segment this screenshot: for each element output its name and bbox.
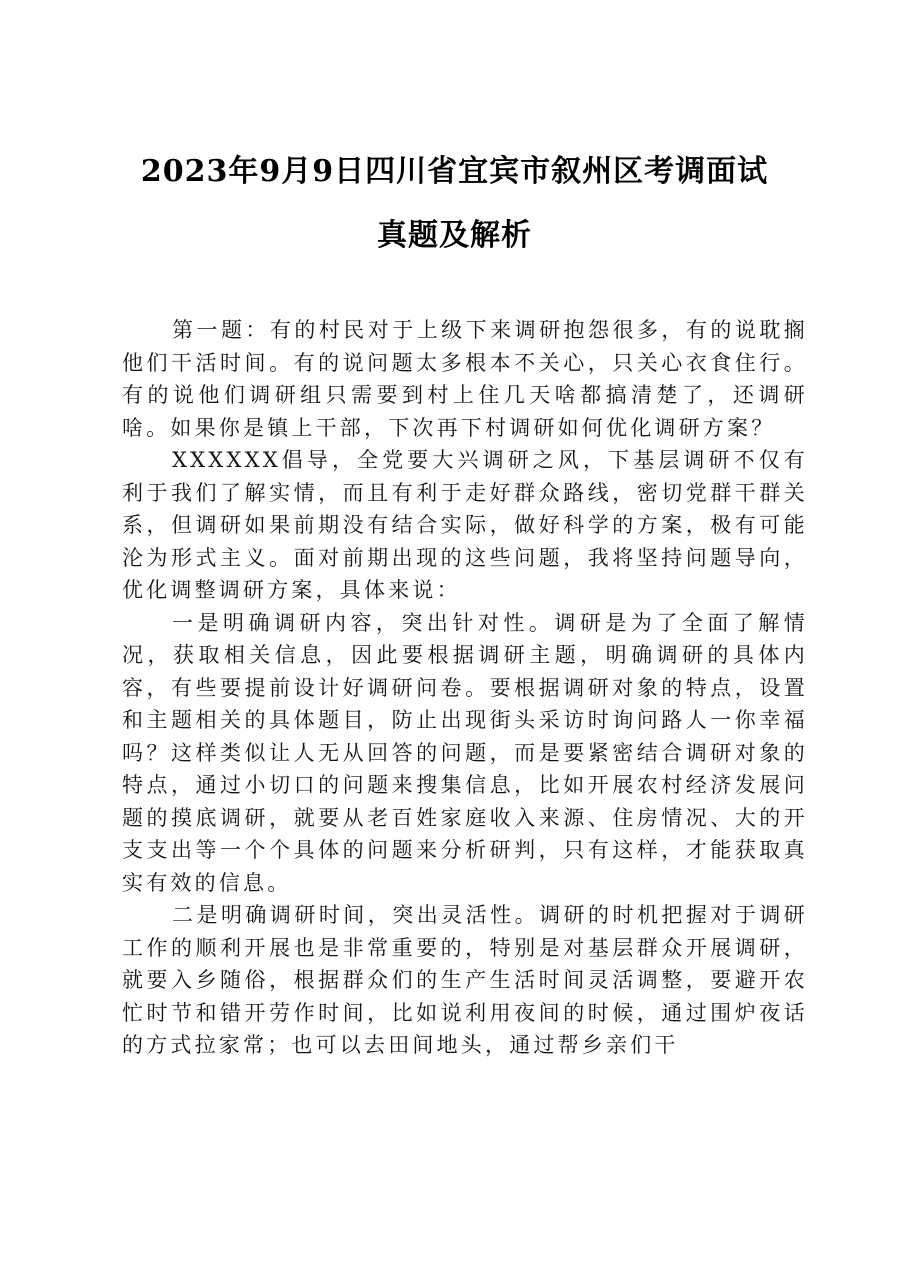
title-line-1: 2023年9月9日四川省宜宾市叙州区考调面试 <box>140 154 769 189</box>
paragraph-question-1: 第一题：有的村民对于上级下来调研抱怨很多，有的说耽搁他们干活时间。有的说问题太多根本不关心，只关心衣食住行。有的说他们调研组只需要到村上住几天啥都搞清楚了，还调研啥。如果你是镇上干部，下次再下村调研如何优化调研方案？ <box>122 318 808 440</box>
document-title <box>90 140 819 268</box>
paragraph-point-2: 二是明确调研时间，突出灵活性。调研的时机把握对于调研工作的顺利开展也是非常重要的，特别是对基层群众开展调研，就要入乡随俗，根据群众们的生产生活时间灵活调整，要避开农忙时节和错开劳作时间，比如说利用夜间的时候，通过围炉夜话的方式拉家常；也可以去田间地头，通过帮乡亲们干 <box>122 903 808 1057</box>
document-body <box>122 314 808 1062</box>
title-line-2: 真题及解析 <box>377 218 532 253</box>
paragraph-intro-answer: XXXXXX倡导，全党要大兴调研之风，下基层调研不仅有利于我们了解实情，而且有利于走好群众路线，密切党群干群关系，但调研如果前期没有结合实际，做好科学的方案，极有可能沦为形式主义。面对前期出现的这些问题，我将坚持问题导向，优化调整调研方案，具体来说： <box>122 448 808 602</box>
paragraph-point-1: 一是明确调研内容，突出针对性。调研是为了全面了解情况，获取相关信息，因此要根据调研主题，明确调研的具体内容，有些要提前设计好调研问卷。要根据调研对象的特点，设置和主题相关的具体题目，防止出现街头采访时询问路人一你幸福吗？这样类似让人无从回答的问题，而是要紧密结合调研对象的特点，通过小切口的问题来搜集信息，比如开展农村经济发展问题的摸底调研，就要从老百姓家庭收入来源、住房情况、大的开支支出等一个个具体的问题来分析研判，只有这样，才能获取真实有效的信息。 <box>122 610 808 895</box>
